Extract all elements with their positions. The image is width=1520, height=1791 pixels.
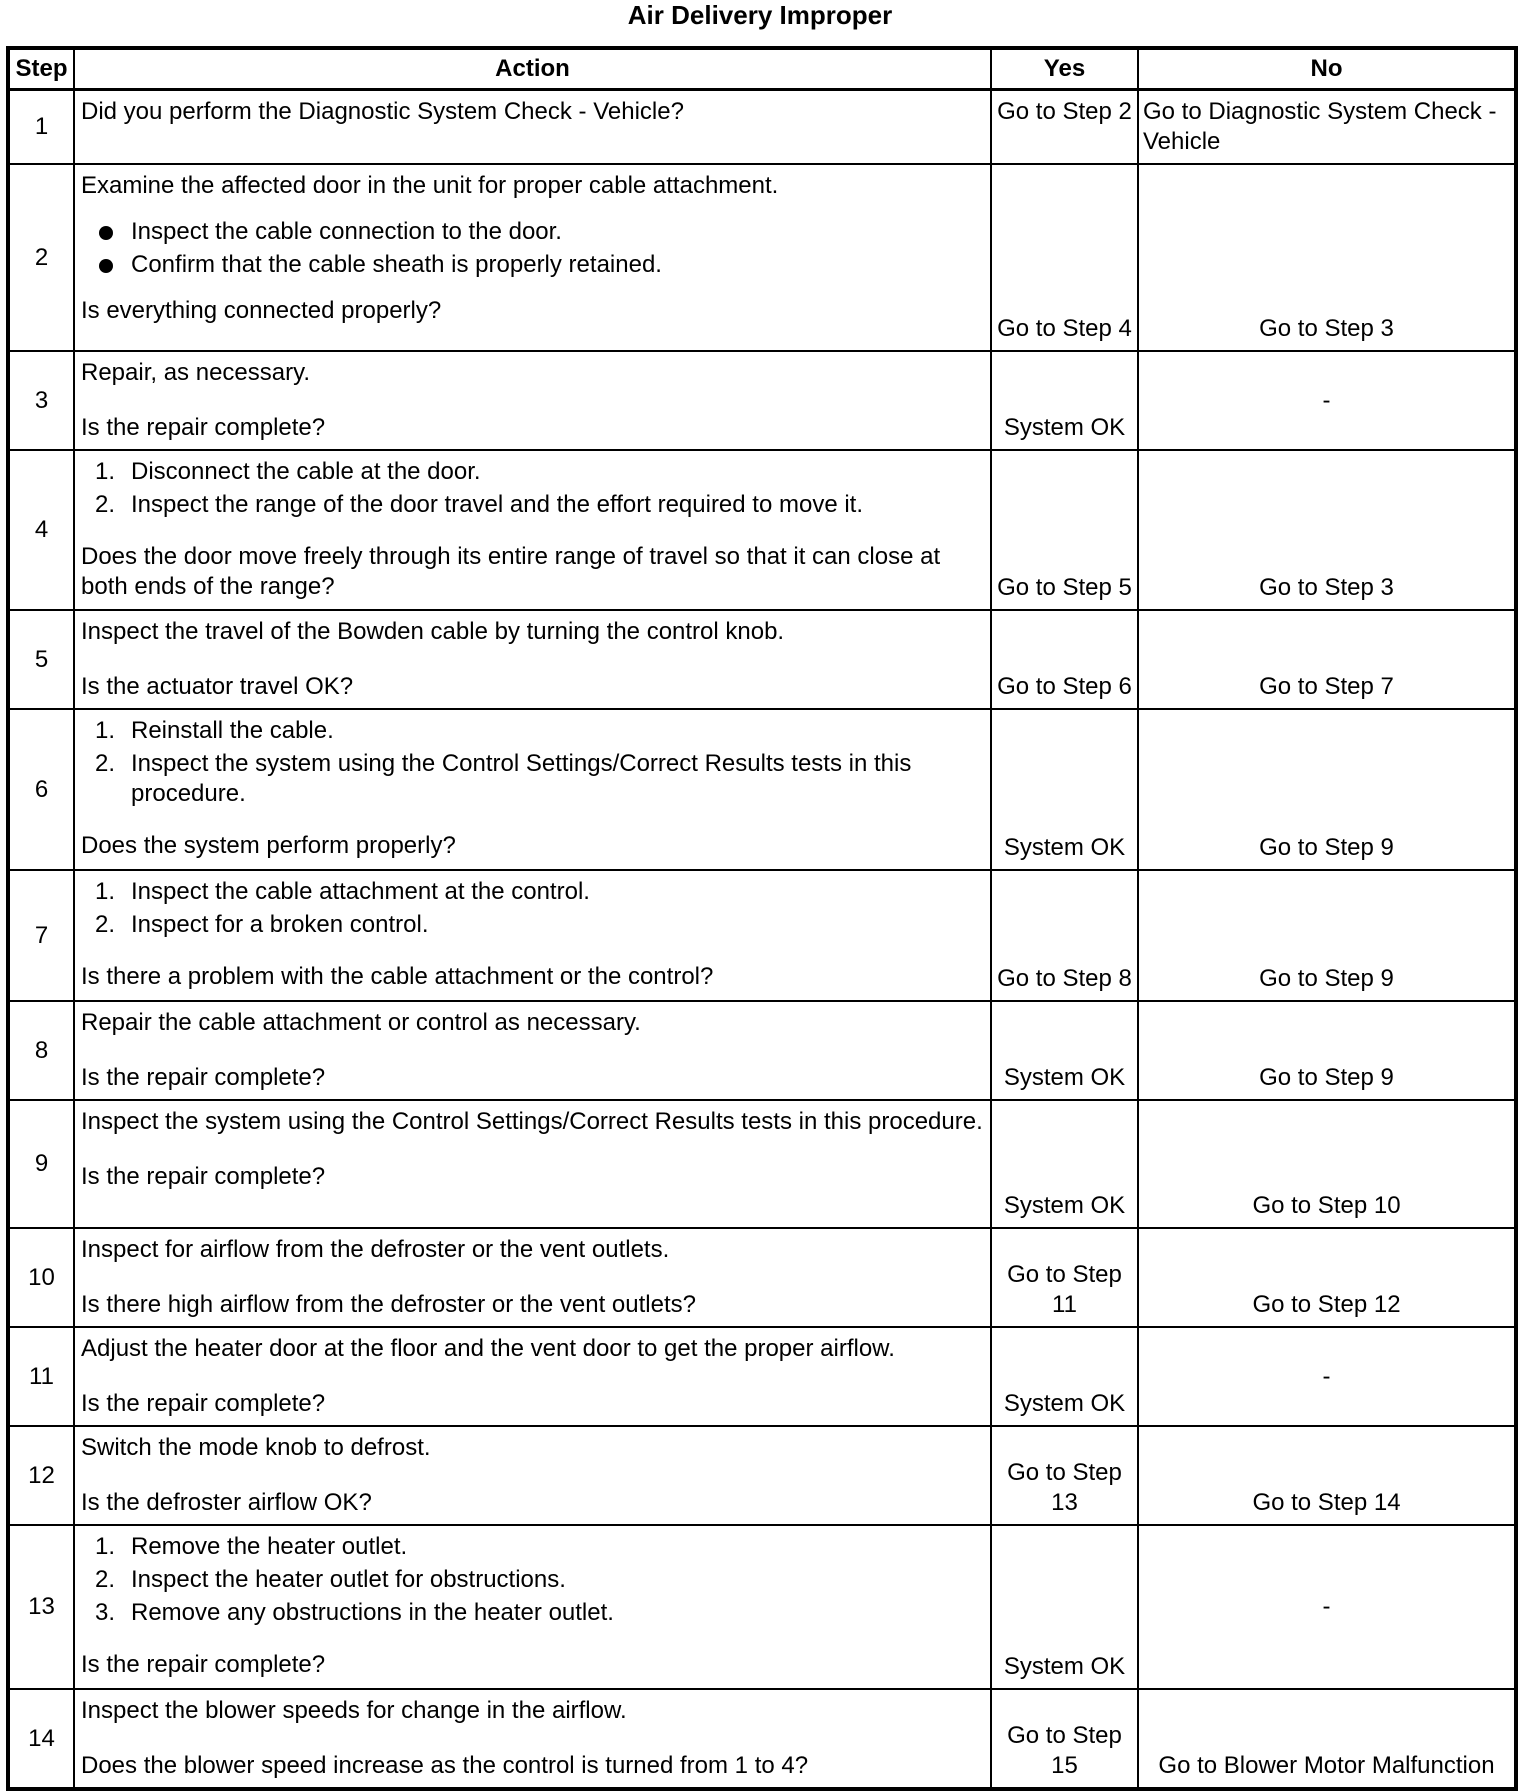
no-cell: Go to Diagnostic System Check - Vehicle <box>1138 90 1516 165</box>
bullet-icon <box>99 226 113 240</box>
action-text: Inspect the blower speeds for change in the airflow. <box>81 1697 627 1724</box>
action-question: Is the actuator travel OK? <box>81 673 354 700</box>
action-question: Is the repair complete? <box>81 1651 326 1678</box>
table-row <box>8 450 1516 610</box>
step-number: 13 <box>8 1525 74 1689</box>
header-step: Step <box>8 48 74 90</box>
action-text: Inspect for airflow from the defroster or the vent outlets. <box>81 1236 670 1263</box>
action-text: Repair the cable attachment or control as necessary. <box>81 1009 641 1036</box>
numbered-list <box>81 877 984 940</box>
action-cell <box>74 164 991 351</box>
step-number: 7 <box>8 870 74 1001</box>
action-cell <box>74 1689 991 1789</box>
table-row <box>8 870 1516 1001</box>
list-item: 2. Inspect the heater outlet for obstructions. <box>95 1566 566 1593</box>
no-cell: Go to Step 7 <box>1138 610 1516 709</box>
no-cell: Go to Step 12 <box>1138 1228 1516 1327</box>
action-text: Adjust the heater door at the floor and the vent door to get the proper airflow. <box>81 1335 895 1362</box>
yes-cell: Go to Step 5 <box>991 450 1138 610</box>
header-action: Action <box>74 48 991 90</box>
action-cell <box>74 1525 991 1689</box>
table-row <box>8 610 1516 709</box>
table-row <box>8 164 1516 351</box>
action-cell <box>74 1426 991 1525</box>
yes-cell: Go to Step 4 <box>991 164 1138 351</box>
list-item: Confirm that the cable sheath is properly retained. <box>81 250 984 280</box>
list-item: 1. Inspect the cable attachment at the control. <box>95 878 590 905</box>
action-cell <box>74 1100 991 1228</box>
table-row <box>8 1689 1516 1789</box>
step-number: 3 <box>8 351 74 450</box>
numbered-list <box>81 457 984 520</box>
no-cell: - <box>1138 351 1516 450</box>
list-item: 2. Inspect the system using the Control Settings/Correct Results tests in this procedure. <box>95 750 912 807</box>
step-number: 11 <box>8 1327 74 1426</box>
header-no: No <box>1138 48 1516 90</box>
step-number: 4 <box>8 450 74 610</box>
no-cell: Go to Step 9 <box>1138 1001 1516 1100</box>
action-question: Is the repair complete? <box>81 414 326 441</box>
step-number: 14 <box>8 1689 74 1789</box>
action-question: Does the door move freely through its entire range of travel so that it can close at both ends of the range? <box>81 543 941 600</box>
action-cell <box>74 1001 991 1100</box>
action-text: Repair, as necessary. <box>81 359 310 386</box>
step-number: 5 <box>8 610 74 709</box>
bullet-list <box>81 217 984 280</box>
table-row <box>8 1327 1516 1426</box>
header-row <box>8 48 1516 90</box>
table-row <box>8 1228 1516 1327</box>
table-row <box>8 351 1516 450</box>
step-number: 6 <box>8 709 74 870</box>
yes-cell: Go to Step 6 <box>991 610 1138 709</box>
no-cell: Go to Step 3 <box>1138 164 1516 351</box>
step-number: 1 <box>8 90 74 165</box>
numbered-list <box>81 1532 984 1628</box>
action-cell <box>74 1327 991 1426</box>
yes-cell: Go to Step 13 <box>991 1426 1138 1525</box>
action-text: Inspect the travel of the Bowden cable by turning the control knob. <box>81 618 785 645</box>
list-item: 3. Remove any obstructions in the heater outlet. <box>95 1599 614 1626</box>
action-question: Is the repair complete? <box>81 1163 326 1190</box>
list-item: 1. Reinstall the cable. <box>95 717 334 744</box>
yes-cell: System OK <box>991 1001 1138 1100</box>
action-cell <box>74 610 991 709</box>
table-row <box>8 709 1516 870</box>
action-cell <box>74 450 991 610</box>
action-cell <box>74 870 991 1001</box>
table-row <box>8 1525 1516 1689</box>
yes-cell: System OK <box>991 1100 1138 1228</box>
step-number: 2 <box>8 164 74 351</box>
yes-cell: System OK <box>991 1327 1138 1426</box>
yes-cell: System OK <box>991 1525 1138 1689</box>
numbered-list <box>81 716 984 809</box>
action-text: Examine the affected door in the unit for proper cable attachment. <box>81 172 779 199</box>
diagnostic-table <box>6 46 1518 1791</box>
table-row <box>8 1426 1516 1525</box>
table-row <box>8 1001 1516 1100</box>
list-item: 1. Disconnect the cable at the door. <box>95 458 481 485</box>
action-question: Is there a problem with the cable attachment or the control? <box>81 963 714 990</box>
step-number: 8 <box>8 1001 74 1100</box>
header-yes: Yes <box>991 48 1138 90</box>
no-cell: Go to Step 9 <box>1138 709 1516 870</box>
yes-cell: Go to Step 8 <box>991 870 1138 1001</box>
action-question: Does the system perform properly? <box>81 832 456 859</box>
action-text: Inspect the system using the Control Settings/Correct Results tests in this procedure. <box>81 1108 983 1135</box>
page-title: Air Delivery Improper <box>627 0 893 30</box>
action-cell <box>74 351 991 450</box>
action-cell <box>74 709 991 870</box>
no-cell: - <box>1138 1525 1516 1689</box>
action-cell <box>74 90 991 165</box>
table-row <box>8 90 1516 165</box>
no-cell: Go to Step 3 <box>1138 450 1516 610</box>
no-cell: Go to Step 9 <box>1138 870 1516 1001</box>
no-cell: - <box>1138 1327 1516 1426</box>
yes-cell: Go to Step 2 <box>991 90 1138 165</box>
action-text: Switch the mode knob to defrost. <box>81 1434 431 1461</box>
yes-cell: Go to Step 11 <box>991 1228 1138 1327</box>
step-number: 10 <box>8 1228 74 1327</box>
action-question: Is there high airflow from the defroster or the vent outlets? <box>81 1291 696 1318</box>
action-question: Does the blower speed increase as the control is turned from 1 to 4? <box>81 1752 809 1779</box>
step-number: 12 <box>8 1426 74 1525</box>
no-cell: Go to Step 10 <box>1138 1100 1516 1228</box>
action-question: Is the repair complete? <box>81 1064 326 1091</box>
list-item: Inspect the cable connection to the door. <box>81 217 984 247</box>
no-cell: Go to Step 14 <box>1138 1426 1516 1525</box>
no-cell: Go to Blower Motor Malfunction <box>1138 1689 1516 1789</box>
list-item: 1. Remove the heater outlet. <box>95 1533 408 1560</box>
action-question: Is the defroster airflow OK? <box>81 1489 372 1516</box>
action-text: Did you perform the Diagnostic System Check - Vehicle? <box>81 98 684 125</box>
yes-cell: Go to Step 15 <box>991 1689 1138 1789</box>
action-question: Is the repair complete? <box>81 1390 326 1417</box>
action-cell <box>74 1228 991 1327</box>
yes-cell: System OK <box>991 351 1138 450</box>
step-number: 9 <box>8 1100 74 1228</box>
yes-cell: System OK <box>991 709 1138 870</box>
list-item: 2. Inspect the range of the door travel and the effort required to move it. <box>95 491 863 518</box>
bullet-icon <box>99 259 113 273</box>
list-item: 2. Inspect for a broken control. <box>95 911 429 938</box>
table-row <box>8 1100 1516 1228</box>
action-question: Is everything connected properly? <box>81 297 442 324</box>
